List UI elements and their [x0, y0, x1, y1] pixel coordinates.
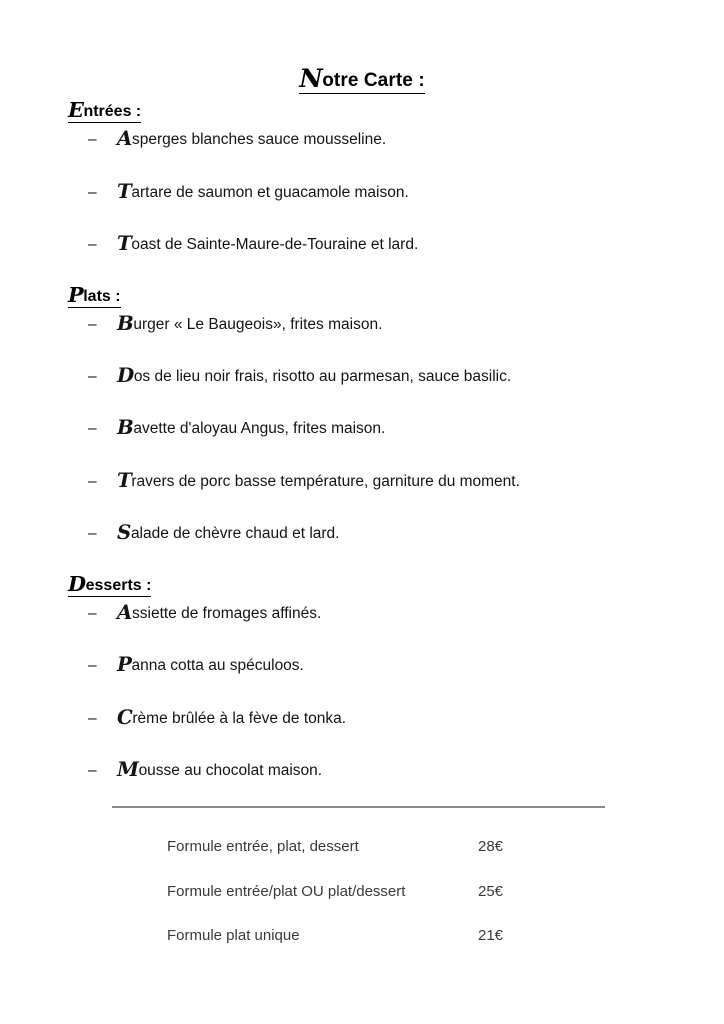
menu-item-text: alade de chèvre chaud et lard.	[130, 525, 340, 542]
menu-item	[88, 652, 304, 676]
section-heading-text: esserts :	[85, 577, 152, 594]
formula-price: 25€	[478, 883, 504, 900]
bullet-dash-icon: –	[88, 525, 97, 542]
section-heading-plats	[68, 282, 121, 308]
menu-item-text: anna cotta au spéculoos.	[131, 657, 304, 674]
bullet-dash-icon: –	[88, 368, 97, 385]
title-text: otre Carte :	[322, 70, 425, 91]
bullet-dash-icon: –	[88, 762, 97, 779]
bullet-dash-icon: –	[88, 710, 97, 727]
menu-item-dropcap: T	[117, 468, 132, 492]
bullet-dash-icon: –	[88, 605, 97, 622]
formula-label: Formule entrée/plat OU plat/dessert	[167, 883, 406, 900]
bullet-dash-icon: –	[88, 473, 97, 490]
bullet-dash-icon: –	[88, 131, 97, 148]
menu-item	[88, 757, 323, 781]
menu-item-text: ravers de porc basse température, garniture du moment.	[131, 473, 520, 490]
title-dropcap: N	[299, 64, 323, 94]
menu-item	[88, 415, 386, 439]
menu-item-text: urger « Le Baugeois», frites maison.	[133, 316, 383, 333]
section-heading-dropcap: D	[68, 571, 86, 596]
menu-item-text: ousse au chocolat maison.	[138, 762, 323, 779]
menu-item-dropcap: A	[117, 126, 132, 150]
menu-item	[88, 126, 387, 150]
menu-item-dropcap: C	[117, 705, 133, 729]
menu-item-text: os de lieu noir frais, risotto au parmesan, sauce basilic.	[133, 368, 512, 385]
menu-item	[88, 311, 383, 335]
menu-item-text: ssiette de fromages affinés.	[132, 605, 322, 622]
bullet-dash-icon: –	[88, 657, 97, 674]
section-heading-entrees	[68, 97, 142, 123]
formula-price: 28€	[478, 838, 504, 855]
section-heading-dropcap: P	[68, 282, 84, 307]
menu-item-text: avette d'aloyau Angus, frites maison.	[133, 420, 386, 437]
bullet-dash-icon: –	[88, 184, 97, 201]
section-heading-dropcap: E	[68, 97, 84, 122]
menu-item	[88, 179, 409, 203]
menu-item-dropcap: P	[117, 652, 132, 676]
menu-item-dropcap: T	[117, 179, 132, 203]
menu-item	[88, 600, 322, 624]
formula-price: 21€	[478, 927, 504, 944]
formula-label: Formule entrée, plat, dessert	[167, 838, 359, 855]
menu-item	[88, 705, 347, 729]
menu-item-dropcap: B	[117, 415, 134, 439]
menu-item-text: oast de Sainte-Maure-de-Touraine et lard.	[131, 236, 419, 253]
menu-item-text: rème brûlée à la fève de tonka.	[132, 710, 347, 727]
page-title	[0, 64, 724, 94]
formula-label: Formule plat unique	[167, 927, 300, 944]
menu-item-dropcap: M	[117, 757, 139, 781]
menu-item-text: artare de saumon et guacamole maison.	[131, 184, 409, 201]
menu-item	[88, 231, 419, 255]
menu-item	[88, 363, 512, 387]
section-heading-desserts	[68, 571, 152, 597]
menu-item-dropcap: S	[117, 520, 131, 544]
bullet-dash-icon: –	[88, 420, 97, 437]
bullet-dash-icon: –	[88, 236, 97, 253]
menu-item-text: sperges blanches sauce mousseline.	[132, 131, 387, 148]
menu-item	[88, 468, 520, 492]
menu-item	[88, 520, 340, 544]
menu-item-dropcap: B	[117, 311, 134, 335]
section-heading-text: lats :	[83, 288, 121, 305]
price-divider	[112, 806, 605, 808]
menu-item-dropcap: A	[117, 600, 132, 624]
menu-item-dropcap: D	[117, 363, 134, 387]
section-heading-text: ntrées :	[83, 103, 142, 120]
bullet-dash-icon: –	[88, 316, 97, 333]
menu-item-dropcap: T	[117, 231, 132, 255]
